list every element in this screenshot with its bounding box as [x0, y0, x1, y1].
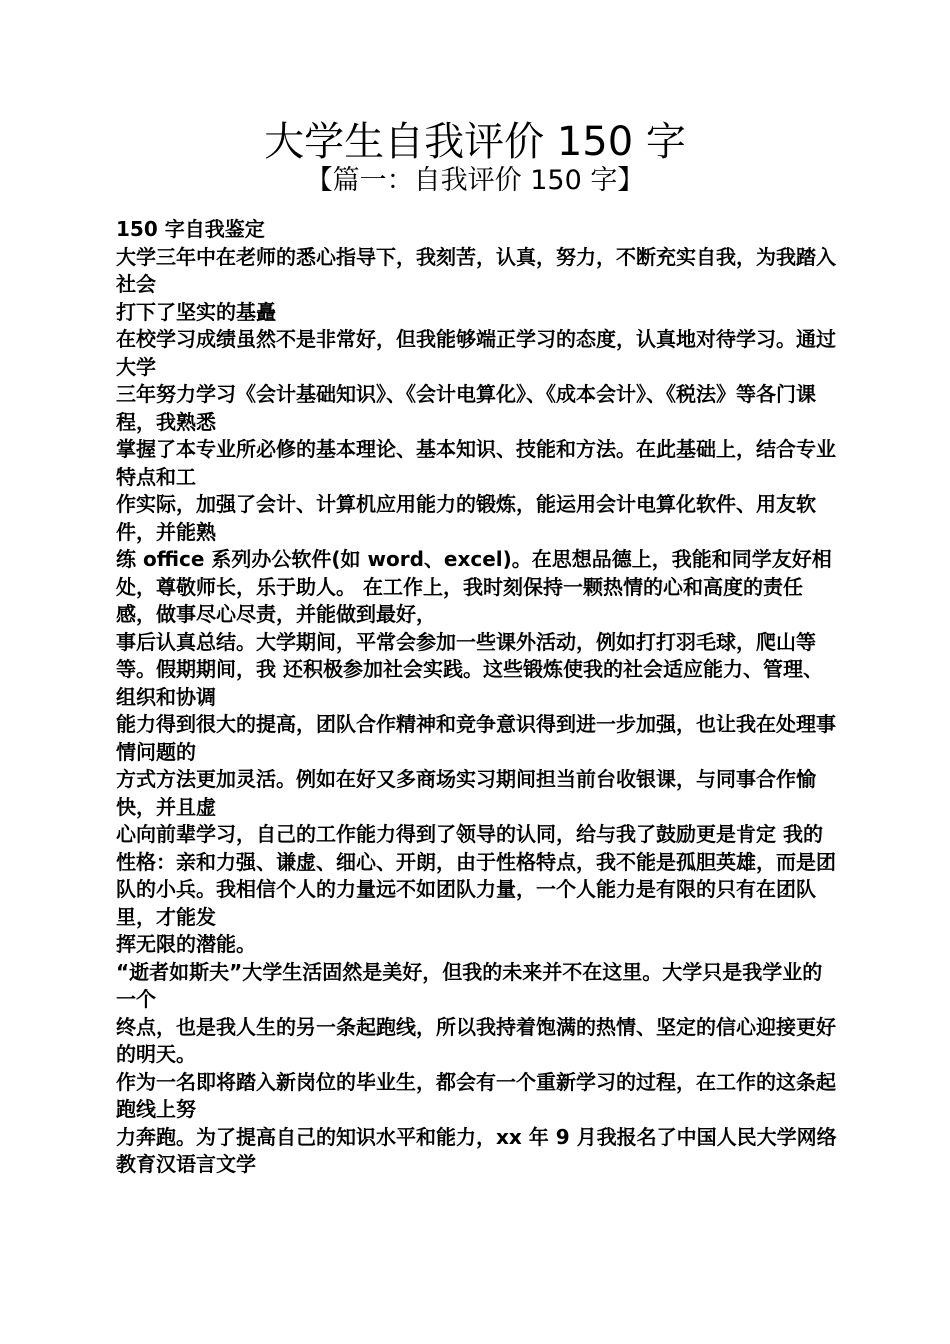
paragraph: 终点，也是我人生的另一条起跑线，所以我持着饱满的热情、坚定的信心迎接更好的明天。 — [116, 1014, 836, 1066]
paragraph: 作为一名即将踏入新岗位的毕业生，都会有一个重新学习的过程，在工作的这条起跑线上努 — [116, 1069, 836, 1121]
document-subtitle: 【篇一：自我评价 150 字】 — [305, 165, 645, 196]
paragraph: 事后认真总结。大学期间，平常会参加一些课外活动，例如打打羽毛球，爬山等等。假期期间，我 还积极参加社会实践。这些锻炼使我的社会适应能力、管理、组织和协调 — [116, 629, 823, 709]
paragraph: 心向前辈学习，自己的工作能力得到了领导的认同，给与我了鼓励更是肯定 我的性格：亲和力强、谦虚、细心、开朗，由于性格特点，我不能是孤胆英雄，而是团 — [116, 822, 836, 874]
document-body — [116, 216, 838, 1179]
paragraph: 作实际，加强了会计、计算机应用能力的锻炼，能运用会计电算化软件、用友软件，并能熟 — [116, 492, 816, 544]
paragraph: 掌握了本专业所必修的基本理论、基本知识、技能和方法。在此基础上，结合专业特点和工 — [116, 437, 836, 489]
paragraph: 在校学习成绩虽然不是非常好，但我能够端正学习的态度，认真地对待学习。通过大学 — [116, 327, 836, 379]
paragraph: 挥无限的潜能。 — [116, 932, 256, 956]
paragraph: 150 字自我鉴定 — [116, 217, 265, 241]
paragraph: 能力得到很大的提高，团队合作精神和竞争意识得到进一步加强，也让我在处理事情问题的 — [116, 712, 836, 764]
paragraph: 方式方法更加灵活。例如在好又多商场实习期间担当前台收银课，与同事合作愉快，并且虚 — [116, 767, 816, 819]
paragraph: 打下了坚实的基矗 — [116, 299, 276, 324]
paragraph: 力奔跑。为了提高自己的知识水平和能力，xx 年 9 月我报名了中国人民大学网络教育汉语言文学 — [116, 1124, 837, 1176]
paragraph: 练 office 系列办公软件(如 word、excel)。在思想品德上，我能和同学友好相处，尊敬师长，乐于助人。 在工作上，我时刻保持一颗热情的心和高度的责任感，做事尽心尽责，并能做到最好， — [116, 547, 832, 626]
paragraph: “逝者如斯夫”大学生活固然是美好，但我的未来并不在这里。大学只是我学业的一个 — [116, 959, 823, 1011]
paragraph: 三年努力学习《会计基础知识》、《会计电算化》、《成本会计》、《税法》等各门课程，我熟悉 — [116, 382, 816, 434]
document-title: 大学生自我评价 150 字 — [264, 119, 686, 165]
paragraph: 队的小兵。我相信个人的力量远不如团队力量，一个人能力是有限的只有在团队里，才能发 — [116, 877, 816, 929]
paragraph: 大学三年中在老师的悉心指导下，我刻苦，认真，努力，不断充实自我，为我踏入社会 — [116, 244, 836, 296]
